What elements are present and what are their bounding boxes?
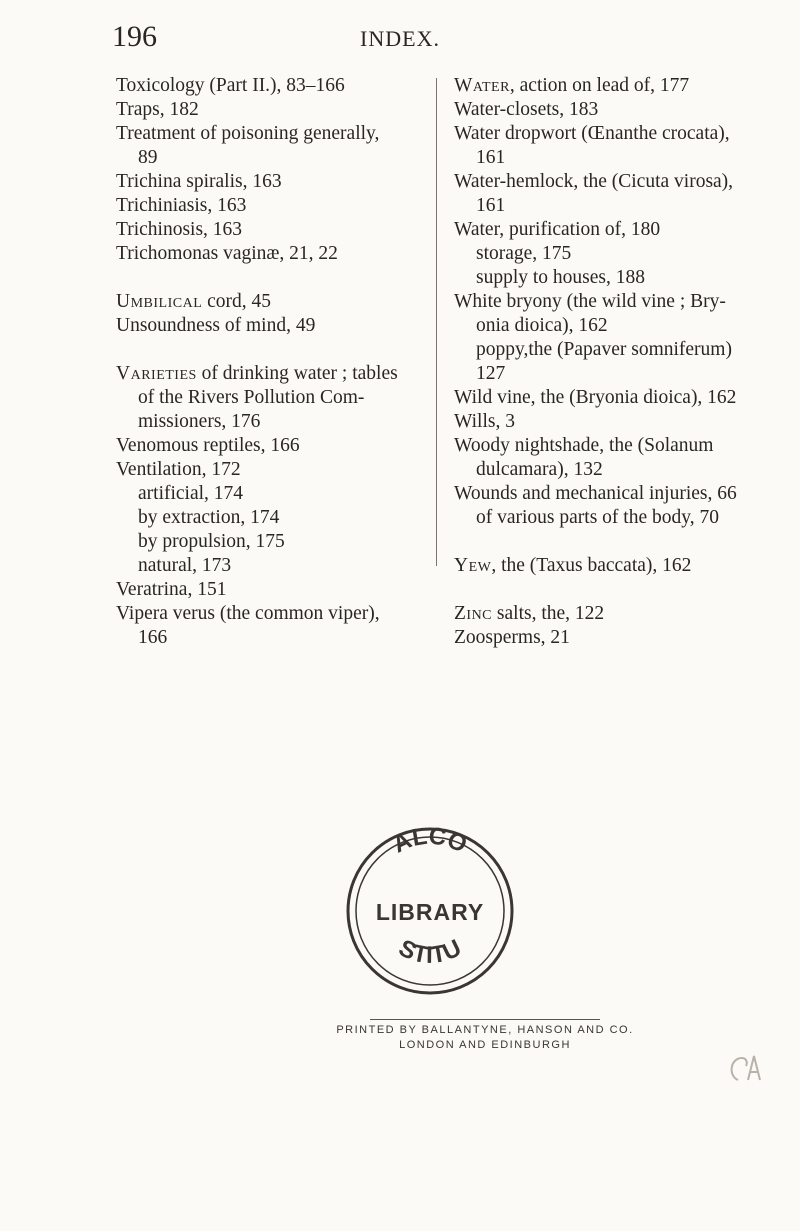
index-entry: Trichiniasis, 163	[116, 195, 247, 216]
index-entry	[454, 74, 774, 98]
index-entry: Water-hemlock, the (Cicuta virosa),	[454, 171, 734, 192]
index-entry-continuation: 127	[476, 363, 506, 384]
entry-lead-word: Umbilical	[116, 291, 203, 312]
left-spacer	[116, 338, 426, 362]
left-spacer	[116, 266, 426, 290]
index-entry: Veratrina, 151	[116, 579, 227, 600]
index-entry-continuation: 166	[138, 627, 168, 648]
entry-lead-word: Water	[454, 75, 510, 96]
index-entry: Woody nightshade, the (Solanum	[454, 435, 714, 456]
column-divider	[436, 78, 437, 566]
index-entry-continuation: missioners, 176	[138, 411, 261, 432]
entry-text: cord, 45	[202, 291, 272, 312]
index-subentry: artificial, 174	[138, 483, 244, 504]
page-number: 196	[112, 20, 157, 53]
index-entry: Water dropwort (Œnanthe crocata),	[454, 123, 730, 144]
index-entry	[454, 554, 774, 578]
index-entry-continuation: of the Rivers Pollution Com-	[138, 387, 365, 408]
index-entry-continuation: onia dioica), 162	[476, 315, 608, 336]
index-entry	[116, 362, 426, 386]
index-subentry: by extraction, 174	[138, 507, 280, 528]
right-spacer	[454, 530, 774, 554]
index-entry: Trichinosis, 163	[116, 219, 243, 240]
index-entry-continuation: 161	[476, 195, 506, 216]
index-entry: Venomous reptiles, 166	[116, 435, 300, 456]
stamp-label: LIBRARY	[375, 899, 485, 925]
index-column-right	[454, 74, 774, 650]
index-entry	[454, 602, 774, 626]
index-entry: Toxicology (Part II.), 83–166	[116, 75, 345, 96]
index-entry: Zoosperms, 21	[454, 627, 570, 648]
entry-text: , action on lead of, 177	[509, 75, 690, 96]
entry-text: salts, the, 122	[492, 603, 605, 624]
entry-lead-word: Yew	[454, 555, 492, 576]
stamp-bottom-text: STITU	[394, 934, 466, 970]
index-subentry: storage, 175	[476, 243, 572, 264]
index-entry: Ventilation, 172	[116, 459, 241, 480]
running-title: INDEX.	[360, 26, 440, 51]
imprint-line-1: PRINTED BY BALLANTYNE, HANSON AND CO.	[336, 1024, 634, 1036]
index-entry: Treatment of poisoning generally,	[116, 123, 380, 144]
entry-lead-word: Varieties	[116, 363, 197, 384]
index-entry: Water, purification of, 180	[454, 219, 661, 240]
index-subentry: natural, 173	[138, 555, 232, 576]
index-subentry: supply to houses, 188	[476, 267, 646, 288]
index-entry: Wounds and mechanical injuries, 66	[454, 483, 737, 504]
pencil-mark	[724, 1050, 768, 1086]
page-header	[112, 20, 688, 60]
imprint-line-2: LONDON AND EDINBURGH	[399, 1039, 571, 1051]
library-stamp	[340, 816, 520, 996]
stamp-top-text: ALCO	[388, 822, 472, 859]
index-subentry: poppy,the (Papaver somniferum)	[476, 339, 732, 360]
entry-text: , the (Taxus baccata), 162	[491, 555, 692, 576]
index-entry: Water-closets, 183	[454, 99, 599, 120]
imprint-rule	[370, 1019, 600, 1020]
index-entry-continuation: 161	[476, 147, 506, 168]
index-entry: White bryony (the wild vine ; Bry-	[454, 291, 726, 312]
index-entry-continuation: of various parts of the body, 70	[476, 507, 719, 528]
index-entry-continuation: dulcamara), 132	[476, 459, 603, 480]
index-entry: Trichina spiralis, 163	[116, 171, 282, 192]
entry-lead-word: Zinc	[454, 603, 493, 624]
index-column-left	[116, 74, 426, 650]
index-entry: Vipera verus (the common viper),	[116, 603, 380, 624]
entry-text: of drinking water ; tables	[196, 363, 398, 384]
right-spacer	[454, 578, 774, 602]
index-entry: Wills, 3	[454, 411, 515, 432]
index-entry: Traps, 182	[116, 99, 199, 120]
index-entry: Trichomonas vaginæ, 21, 22	[116, 243, 338, 264]
index-entry: Unsoundness of mind, 49	[116, 315, 316, 336]
index-subentry: by propulsion, 175	[138, 531, 285, 552]
index-entry: Wild vine, the (Bryonia dioica), 162	[454, 387, 737, 408]
index-entry-continuation: 89	[138, 147, 158, 168]
index-entry	[116, 290, 426, 314]
